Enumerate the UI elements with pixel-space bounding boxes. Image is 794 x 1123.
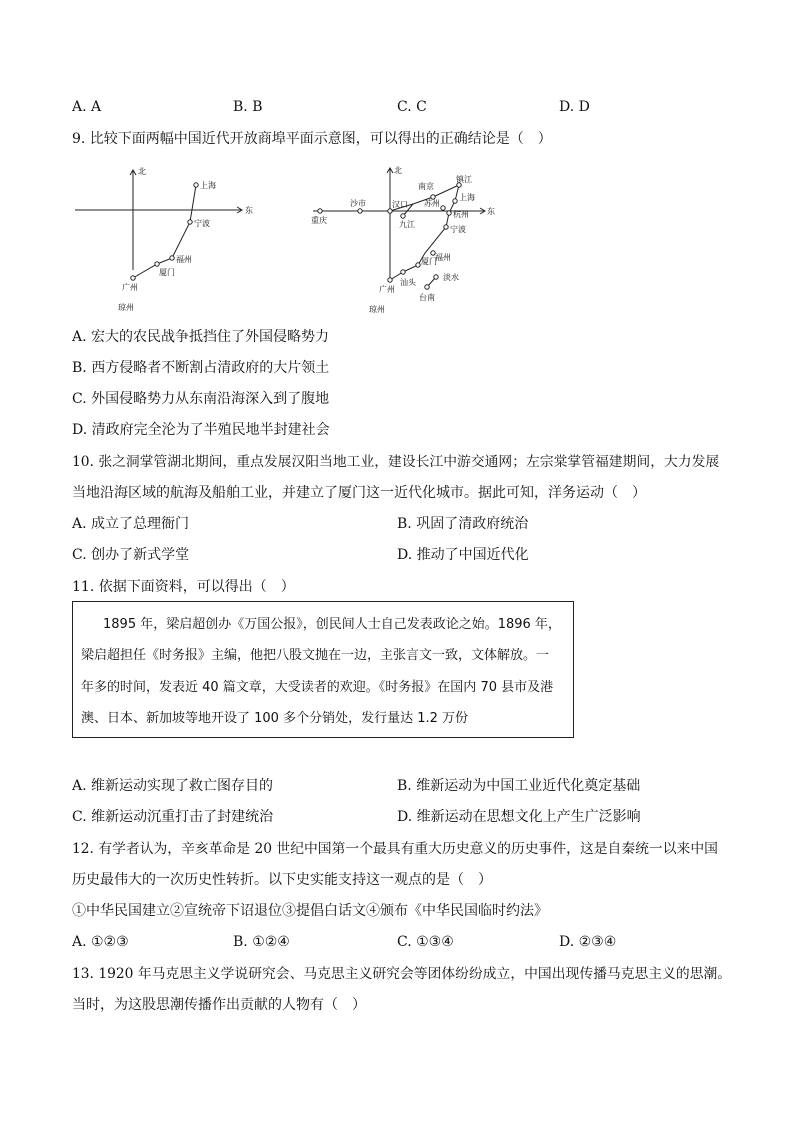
q12-stem-line1: 12. 有学者认为，辛亥革命是 20 世纪中国第一个最具有重大历史意义的历史事件，这是自秦统一以来中国 [72,841,718,857]
q8-option-d[interactable]: D. D [559,99,590,115]
map1-label-fuzhou: 福州 [176,255,192,264]
q8-option-a[interactable]: A. A [72,99,102,115]
map2-point-suzhou [441,206,445,210]
map1-label-guangzhou: 广州 [122,283,138,292]
map2-north-label: 北 [394,166,402,175]
map2-label-nanjing: 南京 [418,182,434,191]
map2-point-hankou [388,209,392,213]
q9-stem: 9. 比较下面两幅中国近代开放商埠平面示意图，可以得出的正确结论是（ ） [72,131,552,147]
q11-material-box [72,601,574,738]
map2-point-hangzhou [447,211,451,215]
map1-north-label: 北 [138,167,146,176]
q11-material-line1: 1895 年，梁启超创办《万国公报》，创民间人士自己发表政论之始。1896 年， [103,617,561,632]
map2-label-jiujiang: 九江 [399,220,415,229]
q11-option-b[interactable]: B. 维新运动为中国工业近代化奠定基础 [397,778,641,794]
map2-east-label: 东 [487,207,495,216]
map2-label-shanghai: 上海 [459,193,475,202]
map2-label-danshui: 淡水 [443,273,459,282]
q8-option-c[interactable]: C. C [397,99,427,115]
map2-label-tainan: 台南 [419,293,435,302]
q10-option-d[interactable]: D. 推动了中国近代化 [397,547,529,563]
map2-point-xiamen [416,263,420,267]
q11-material-line4: 澳、日本、新加坡等地开设了 100 多个分销处，发行量达 1.2 万份 [81,711,469,726]
q11-option-a[interactable]: A. 维新运动实现了救亡图存目的 [72,778,274,794]
map2-label-shashi: 沙市 [350,199,366,208]
map2-label-guangzhou: 广州 [379,285,395,294]
q9-option-c[interactable]: C. 外国侵略势力从东南沿海深入到了腹地 [72,391,330,407]
q9-option-b[interactable]: B. 西方侵略者不断割占清政府的大片领土 [72,360,330,376]
q9-option-a[interactable]: A. 宏大的农民战争抵挡住了外国侵略势力 [72,329,330,345]
map2-label-qiongzhou: 琼州 [369,305,385,314]
map2-point-tainan [425,285,429,289]
q11-material-line2: 梁启超担任《时务报》主编，他把八股文抛在一边，主张言文一致，文体解放。一 [81,648,550,663]
map1-label-ningbo: 宁波 [194,219,210,228]
q11-stem: 11. 依据下面资料，可以得出（ ） [72,579,295,595]
map2-point-shashi [358,209,362,213]
q13-stem-line2: 当时，为这股思潮传播作出贡献的人物有（ ） [72,997,366,1013]
q12-option-b[interactable]: B. ①②④ [233,934,290,950]
map2-point-chongqing [318,209,322,213]
map2-label-hankou: 汉口 [392,200,408,209]
map2-label-zhenjiang: 镇江 [456,175,472,184]
q11-material-line3: 年多的时间，发表近 40 篇文章，大受读者的欢迎。《时务报》在国内 70 县市及港 [81,680,554,695]
map2-point-ningbo [444,225,448,229]
q12-stem-line2: 历史最伟大的一次历史性转折。以下史实能支持这一观点的是（ ） [72,872,492,888]
map1-point-guangzhou [131,276,135,280]
map1-east-label: 东 [245,206,253,215]
q10-stem-line2: 当地沿海区域的航海及船舶工业，并建立了厦门这一近代化城市。据此可知，洋务运动（ ） [72,485,646,501]
map2-label-suzhou: 苏州 [424,199,440,208]
q9-option-d[interactable]: D. 清政府完全沦为了半殖民地半封建社会 [72,422,330,438]
map2-point-jiujiang [401,214,405,218]
map1-coast-line [133,185,196,278]
map2-label-fuzhou: 福州 [435,253,451,262]
q12-items: ①中华民国建立②宣统帝下诏退位③提倡白话文④颁布《中华民国临时约法》 [72,903,548,919]
map2-point-guangzhou [388,278,392,282]
map2-label-hangzhou: 杭州 [453,210,469,219]
map2-point-shantou [401,270,405,274]
map1-label-shanghai: 上海 [200,181,216,190]
map1-point-xiamen [155,262,159,266]
map2-point-shanghai [453,199,457,203]
q10-option-c[interactable]: C. 创办了新式学堂 [72,547,190,563]
map2-label-xiamen: 厦门 [421,257,437,266]
q11-option-d[interactable]: D. 维新运动在思想文化上产生广泛影响 [397,809,641,825]
map1-label-xiamen: 厦门 [159,268,175,277]
q10-option-b[interactable]: B. 巩固了清政府统治 [397,516,529,532]
map2-label-ningbo: 宁波 [450,225,466,234]
map2-label-chongqing: 重庆 [311,216,327,225]
map2-label-shantou: 汕头 [400,278,416,287]
q10-option-a[interactable]: A. 成立了总理衙门 [72,516,190,532]
map1-point-shanghai [194,183,198,187]
q8-option-b[interactable]: B. B [233,99,263,115]
q12-option-a[interactable]: A. ①②③ [72,934,129,950]
map1-label-qiongzhou: 琼州 [118,303,134,312]
q9-map-1 [70,160,260,320]
map1-point-ningbo [188,220,192,224]
q10-stem-line1: 10. 张之洞掌管湖北期间，重点发展汉阳当地工业，建设长江中游交通网；左宗棠掌管福建期间，大力发展 [72,454,720,470]
q13-stem-line1: 13. 1920 年马克思主义学说研究会、马克思主义研究会等团体纷纷成立，中国出现传播马克思主义的思潮。 [72,966,732,982]
map1-point-fuzhou [170,256,174,260]
map2-point-danshui [434,275,438,279]
q12-option-c[interactable]: C. ①③④ [397,934,454,950]
q12-option-d[interactable]: D. ②③④ [559,934,617,950]
q11-option-c[interactable]: C. 维新运动沉重打击了封建统治 [72,809,274,825]
q9-map-2 [305,160,505,320]
